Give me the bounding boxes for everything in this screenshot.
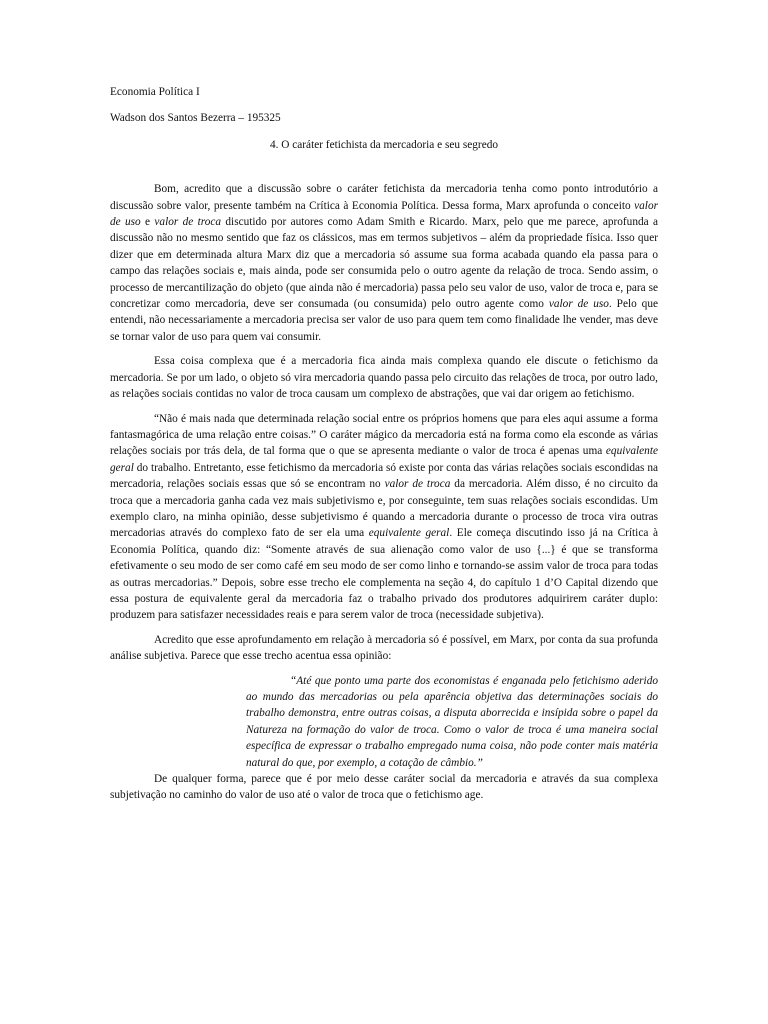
paragraph-3 [110,411,658,624]
text-run: da mercadoria. Além disso, é no circuito da troca que a mercadoria ganha cada vez mais subjetivismo e, por conseguinte, tem suas relações sociais escondidas. Um exemplo claro, na minha opinião, desse subjetivismo é quando a mercadoria durante o processo de troca vira outras mercadorias através do complexo fato de ser ela uma [110,478,659,540]
paragraph-1 [110,181,658,345]
paragraph-4: Acredito que esse aprofundamento em relação à mercadoria só é possível, em Marx, por conta da sua profunda análise subjetiva. Parece que esse trecho acentua essa opinião: [110,633,658,663]
author-line: Wadson dos Santos Bezerra – 195325 [110,112,281,125]
text-run: Bom, acredito que a discussão sobre o caráter fetichista da mercadoria tenha como ponto introdutório a discussão sobre valor, presente também na Crítica à Economia Política. Dessa forma, Marx aprofunda o conceito [110,183,658,212]
emphasis: valor de troca [154,216,222,229]
text-run: discutido por autores como Adam Smith e Ricardo. Marx, pelo que me parece, aprofunda a discussão não no mesmo sentido que faz os clássicos, mas em termos subjetivos – além da propriedade física. Isso quer dizer que em determinada altura Marx diz que a mercadoria só assume sua forma acabada quando ela passa para o campo das relações sociais e, mais ainda, pode ser consumida pelo o outro agente da relação de troca. Sendo assim, o processo de mercantilização do objeto (que ainda não é mercadoria) passa pelo seu valor de uso, valor de troca e, para se concretizar como mercadoria, deve ser consumada (ou consumida) pelo outro agente como [110,216,658,311]
emphasis: valor de troca [384,478,451,491]
text-run: do trabalho. Entretanto, esse fetichismo da mercadoria só existe por conta das várias relações sociais escondidas na mercadoria, relações sociais essas que só se encontram no [110,461,658,491]
text-run: . Pelo que entendi, não necessariamente a mercadoria precisa ser valor de uso para quem tem como finalidade lhe vender, mas deve se tornar valor de uso para quem vai consumir. [110,298,658,343]
emphasis: equivalente geral [368,527,450,540]
paragraph-5: De qualquer forma, parece que é por meio desse caráter social da mercadoria e através da sua complexa subjetivação no caminho do valor de uso até o valor de troca que o fetichismo age. [110,773,658,802]
emphasis: equivalente geral [110,445,658,474]
paragraph-2: Essa coisa complexa que é a mercadoria fica ainda mais complexa quando ele discute o fetichismo da mercadoria. Se por um lado, o objeto só vira mercadoria quando passa pelo circuito das relações de troca, por outro lado, as relações sociais contidas no valor de troca causam um complexo de abstrações, que vai dar origem ao fetichismo. [110,355,658,401]
text-run: “Não é mais nada que determinada relação social entre os próprios homens que para eles aqui assume a forma fantasmagórica de uma relação entre coisas.” O caráter mágico da mercadoria está na forma como ela esconde as várias relações sociais por trás dela, de tal forma que o que se apresenta mediante o valor de troca é apenas uma [110,412,658,458]
emphasis: valor de uso [548,298,609,311]
emphasis: valor de uso [110,199,658,229]
document-body [110,84,658,812]
block-quote: “Até que ponto uma parte dos economistas é enganada pelo fetichismo aderido ao mundo das mercadorias ou pela aparência objetiva das determinações sociais do trabalho demonstra, entre outras coisas, a disputa aborrecida e insípida sobre o papel da Natureza na formação do valor de troca. Como o valor de troca é uma maneira social específica de expressar o trabalho empregado numa coisa, não pode conter mais matéria natural do que, por exemplo, a cotação de câmbio.” [246,674,658,769]
section-title: 4. O caráter fetichista da mercadoria e seu segredo [269,138,499,151]
text-run: e [140,216,155,229]
text-run: . Ele começa discutindo isso já na Crítica à Economia Política, quando diz: “Somente através de sua alienação como valor de uso {...} é que se transforma efetivamente o seu modo de ser como café em seu modo de ser como linho e tornando-se assim valor de troca para todas as outras mercadorias.” Depois, sobre esse trecho ele complementa na seção 4, do capítulo 1 d’O Capital dizendo que essa postura de equivalente geral da mercadoria faz o trabalho privado dos produtores adquirirem caráter duplo: produzem para satisfazer necessidades reais e para serem valor de troca (necessidade subjetiva). [110,527,658,622]
course-name: Economia Política I [110,86,200,98]
